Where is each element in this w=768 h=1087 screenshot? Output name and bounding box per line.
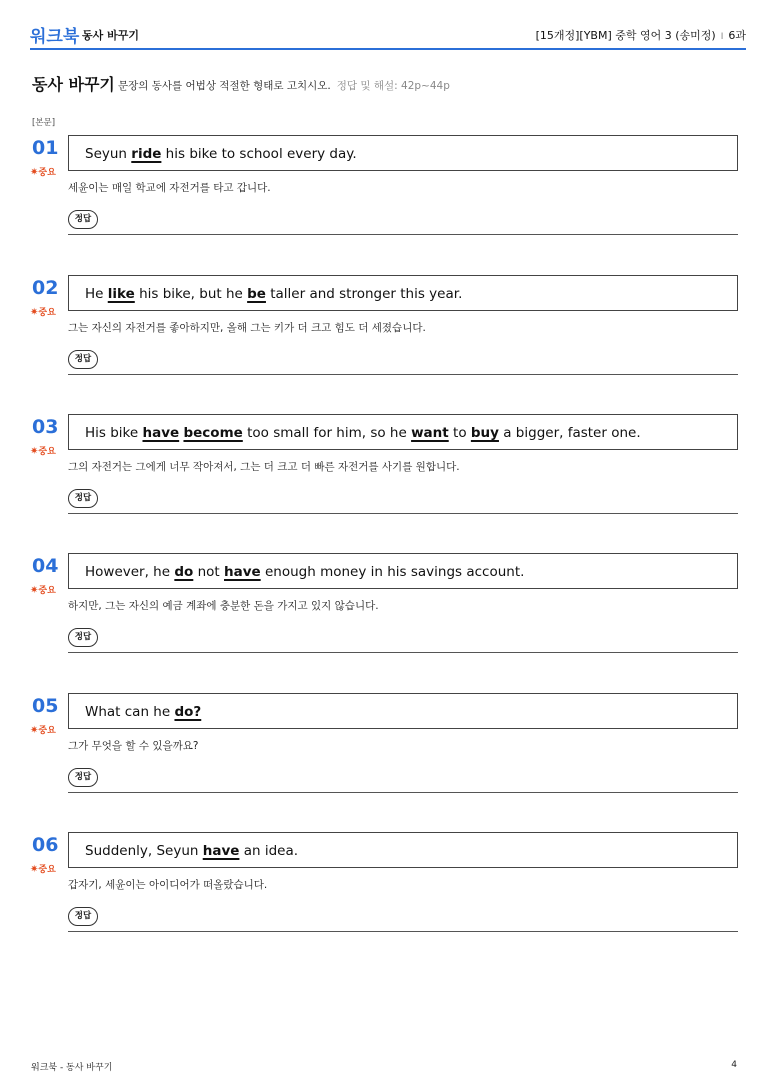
sentence-fragment: too small for him, so he bbox=[242, 425, 412, 441]
question-item bbox=[30, 135, 738, 235]
sentence-fragment: Suddenly, Seyun bbox=[85, 843, 203, 859]
burst-icon: ✷ bbox=[30, 446, 39, 457]
section-instruction bbox=[118, 78, 450, 93]
question-number: 03 bbox=[32, 416, 59, 438]
passage-label: [본문] bbox=[32, 118, 56, 128]
burst-icon: ✷ bbox=[30, 864, 39, 875]
sentence-box bbox=[68, 693, 738, 729]
sentence-fragment: his bike to school every day. bbox=[161, 146, 357, 162]
answer-line bbox=[68, 792, 738, 793]
important-badge bbox=[30, 444, 56, 457]
page-header bbox=[30, 20, 746, 50]
target-verb: ride bbox=[131, 146, 162, 162]
korean-translation: 하지만, 그는 자신의 예금 계좌에 충분한 돈을 가지고 있지 않습니다. bbox=[68, 600, 379, 612]
answer-reference: 정답 및 해설: 42p~44p bbox=[336, 80, 450, 92]
section-title: 동사 바꾸기 bbox=[32, 75, 115, 94]
target-verb: do bbox=[174, 564, 194, 580]
korean-translation: 갑자기, 세윤이는 아이디어가 떠올랐습니다. bbox=[68, 879, 268, 891]
brand-subtitle: 동사 바꾸기 bbox=[82, 29, 139, 42]
important-label: 중요 bbox=[38, 726, 56, 736]
sentence-fragment: He bbox=[85, 286, 108, 302]
answer-button[interactable]: 정답 bbox=[68, 628, 98, 647]
burst-icon: ✷ bbox=[30, 585, 39, 596]
sentence-text bbox=[85, 843, 298, 859]
sentence-fragment: not bbox=[193, 564, 224, 580]
question-number: 06 bbox=[32, 834, 59, 856]
instruction-text: 문장의 동사를 어법상 적절한 형태로 고치시오. bbox=[118, 80, 331, 92]
answer-line bbox=[68, 234, 738, 235]
burst-icon: ✷ bbox=[30, 307, 39, 318]
important-badge bbox=[30, 723, 56, 736]
answer-button[interactable]: 정답 bbox=[68, 907, 98, 926]
sentence-fragment: his bike, but he bbox=[134, 286, 248, 302]
question-item bbox=[30, 553, 738, 653]
question-item bbox=[30, 414, 738, 514]
important-badge bbox=[30, 862, 56, 875]
sentence-text bbox=[85, 286, 462, 302]
course-name: [15개정][YBM] 중학 영어 3 (송미정) bbox=[535, 29, 716, 42]
target-verb: do? bbox=[174, 704, 202, 720]
korean-translation: 그의 자전거는 그에게 너무 작아져서, 그는 더 크고 더 빠른 자전거를 사기를 원합니다. bbox=[68, 461, 460, 473]
sentence-fragment: an idea. bbox=[239, 843, 299, 859]
target-verb: buy bbox=[470, 425, 499, 441]
lesson-label: 6과 bbox=[728, 29, 746, 42]
sentence-fragment: taller and stronger this year. bbox=[265, 286, 463, 302]
important-label: 중요 bbox=[38, 447, 56, 457]
korean-translation: 그는 자신의 자전거를 좋아하지만, 올해 그는 키가 더 크고 힘도 더 세졌습니다. bbox=[68, 322, 426, 334]
important-badge bbox=[30, 165, 56, 178]
burst-icon: ✷ bbox=[30, 167, 39, 178]
answer-line bbox=[68, 931, 738, 932]
answer-button[interactable]: 정답 bbox=[68, 489, 98, 508]
answer-button[interactable]: 정답 bbox=[68, 768, 98, 787]
sentence-box bbox=[68, 414, 738, 450]
question-item bbox=[30, 832, 738, 932]
target-verb: be bbox=[247, 286, 266, 302]
sentence-fragment: to bbox=[448, 425, 471, 441]
target-verb: have bbox=[202, 843, 240, 859]
answer-line bbox=[68, 374, 738, 375]
sentence-fragment: Seyun bbox=[85, 146, 132, 162]
answer-button[interactable]: 정답 bbox=[68, 210, 98, 229]
important-label: 중요 bbox=[38, 168, 56, 178]
brand-title: 워크북 bbox=[30, 27, 80, 47]
target-verb: become bbox=[183, 425, 243, 441]
answer-line bbox=[68, 513, 738, 514]
sentence-box bbox=[68, 135, 738, 171]
target-verb: have bbox=[142, 425, 180, 441]
korean-translation: 그가 무엇을 할 수 있을까요? bbox=[68, 740, 199, 752]
sentence-text bbox=[85, 146, 357, 162]
korean-translation: 세윤이는 매일 학교에 자전거를 타고 갑니다. bbox=[68, 182, 271, 194]
important-label: 중요 bbox=[38, 586, 56, 596]
target-verb: want bbox=[411, 425, 449, 441]
important-label: 중요 bbox=[38, 865, 56, 875]
question-item bbox=[30, 275, 738, 375]
sentence-box bbox=[68, 275, 738, 311]
target-verb: have bbox=[224, 564, 261, 580]
header-separator: I bbox=[720, 32, 724, 42]
sentence-box bbox=[68, 553, 738, 589]
question-number: 01 bbox=[32, 137, 59, 159]
page-number: 4 bbox=[731, 1060, 737, 1070]
question-item bbox=[30, 693, 738, 793]
target-verb: like bbox=[107, 286, 135, 302]
sentence-box bbox=[68, 832, 738, 868]
answer-line bbox=[68, 652, 738, 653]
sentence-fragment: However, he bbox=[85, 564, 175, 580]
sentence-fragment: What can he bbox=[85, 704, 175, 720]
important-label: 중요 bbox=[38, 308, 56, 318]
important-badge bbox=[30, 583, 56, 596]
course-info bbox=[536, 27, 746, 43]
sentence-fragment: a bigger, faster one. bbox=[498, 425, 641, 441]
question-number: 02 bbox=[32, 277, 59, 299]
question-number: 05 bbox=[32, 695, 59, 717]
sentence-fragment: His bike bbox=[85, 425, 143, 441]
question-number: 04 bbox=[32, 555, 59, 577]
answer-button[interactable]: 정답 bbox=[68, 350, 98, 369]
footer-title: 워크북 - 동사 바꾸기 bbox=[31, 1063, 113, 1073]
sentence-fragment: enough money in his savings account. bbox=[260, 564, 525, 580]
sentence-text bbox=[85, 704, 201, 720]
burst-icon: ✷ bbox=[30, 725, 39, 736]
sentence-text bbox=[85, 425, 641, 441]
important-badge bbox=[30, 305, 56, 318]
sentence-text bbox=[85, 564, 524, 580]
